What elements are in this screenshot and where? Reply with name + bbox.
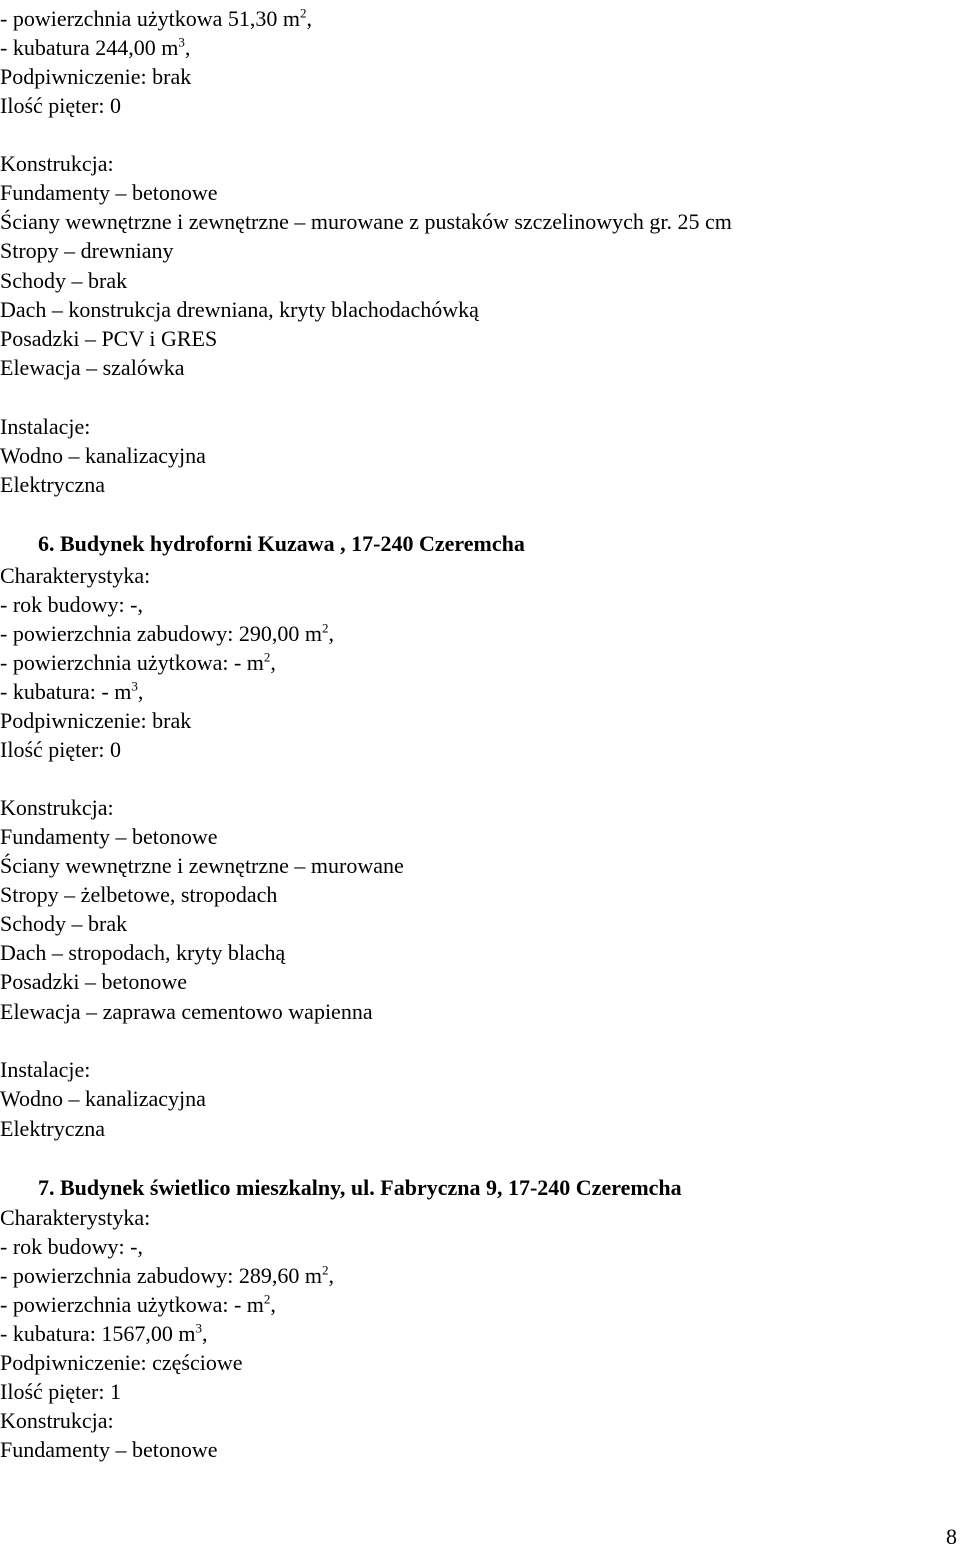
section-6-installations-electric: Elektryczna — [0, 1116, 106, 1141]
section-6-heading: 6. Budynek hydroforni Kuzawa , 17-240 Czeremcha — [38, 531, 525, 556]
section-7-volume: - kubatura: 1567,00 $m^3$, — [0, 1320, 208, 1346]
section-6-construction-roof: Dach – stropodach, kryty blachą — [0, 940, 286, 965]
section-7-year-built: - rok budowy: -, — [0, 1234, 143, 1259]
page-number: 8 — [946, 1524, 957, 1549]
top-installations-electric: Elektryczna — [0, 472, 106, 497]
section-6-year-built: - rok budowy: -, — [0, 592, 143, 617]
section-7-construction-label: Konstrukcja: — [0, 1408, 114, 1433]
section-6-volume: - kubatura: - $m^3$, — [0, 678, 144, 704]
section-7-floors: Ilość pięter: 1 — [0, 1379, 121, 1404]
section-6-usable-area: - powierzchnia użytkowa: - $m^2$, — [0, 649, 276, 675]
top-installations-water: Wodno – kanalizacyjna — [0, 443, 206, 468]
section-7-basement: Podpiwniczenie: częściowe — [0, 1350, 243, 1375]
section-6-construction-foundations: Fundamenty – betonowe — [0, 824, 218, 849]
top-construction-walls: Ściany wewnętrzne i zewnętrzne – murowane z pustaków szczelinowych gr. 25 cm — [0, 209, 732, 234]
section-6-installations-label: Instalacje: — [0, 1057, 91, 1082]
top-construction-roof: Dach – konstrukcja drewniana, kryty blachodachówką — [0, 297, 479, 322]
top-usable-area: - powierzchnia użytkowa 51,30 $m^2$, — [0, 5, 312, 31]
section-6-construction-label: Konstrukcja: — [0, 795, 114, 820]
section-6-construction-stairs: Schody – brak — [0, 911, 128, 936]
section-7-built-area: - powierzchnia zabudowy: 289,60 $m^2$, — [0, 1262, 334, 1288]
section-6-construction-floors: Posadzki – betonowe — [0, 969, 187, 994]
top-volume: - kubatura 244,00 $m^3$, — [0, 34, 191, 60]
section-6-construction-facade: Elewacja – zaprawa cementowo wapienna — [0, 999, 373, 1024]
section-6-construction-ceilings: Stropy – żelbetowe, stropodach — [0, 882, 278, 907]
top-installations-label: Instalacje: — [0, 414, 91, 439]
section-6-construction-walls: Ściany wewnętrzne i zewnętrzne – murowane — [0, 853, 404, 878]
top-construction-label: Konstrukcja: — [0, 151, 114, 176]
top-construction-stairs: Schody – brak — [0, 268, 128, 293]
section-6-built-area: - powierzchnia zabudowy: 290,00 $m^2$, — [0, 620, 334, 646]
top-basement: Podpiwniczenie: brak — [0, 64, 192, 89]
section-7-usable-area: - powierzchnia użytkowa: - $m^2$, — [0, 1291, 276, 1317]
top-construction-foundations: Fundamenty – betonowe — [0, 180, 218, 205]
section-7-characteristics-label: Charakterystyka: — [0, 1205, 151, 1230]
section-6-floors: Ilość pięter: 0 — [0, 737, 121, 762]
section-6-basement: Podpiwniczenie: brak — [0, 708, 192, 733]
section-7-construction-foundations: Fundamenty – betonowe — [0, 1437, 218, 1462]
top-construction-floors: Posadzki – PCV i GRES — [0, 326, 218, 351]
section-7-heading: 7. Budynek świetlico mieszkalny, ul. Fabryczna 9, 17-240 Czeremcha — [38, 1175, 682, 1200]
top-construction-ceilings: Stropy – drewniany — [0, 238, 174, 263]
section-6-characteristics-label: Charakterystyka: — [0, 563, 151, 588]
top-construction-facade: Elewacja – szalówka — [0, 355, 185, 380]
section-6-installations-water: Wodno – kanalizacyjna — [0, 1086, 206, 1111]
top-floors: Ilość pięter: 0 — [0, 93, 121, 118]
